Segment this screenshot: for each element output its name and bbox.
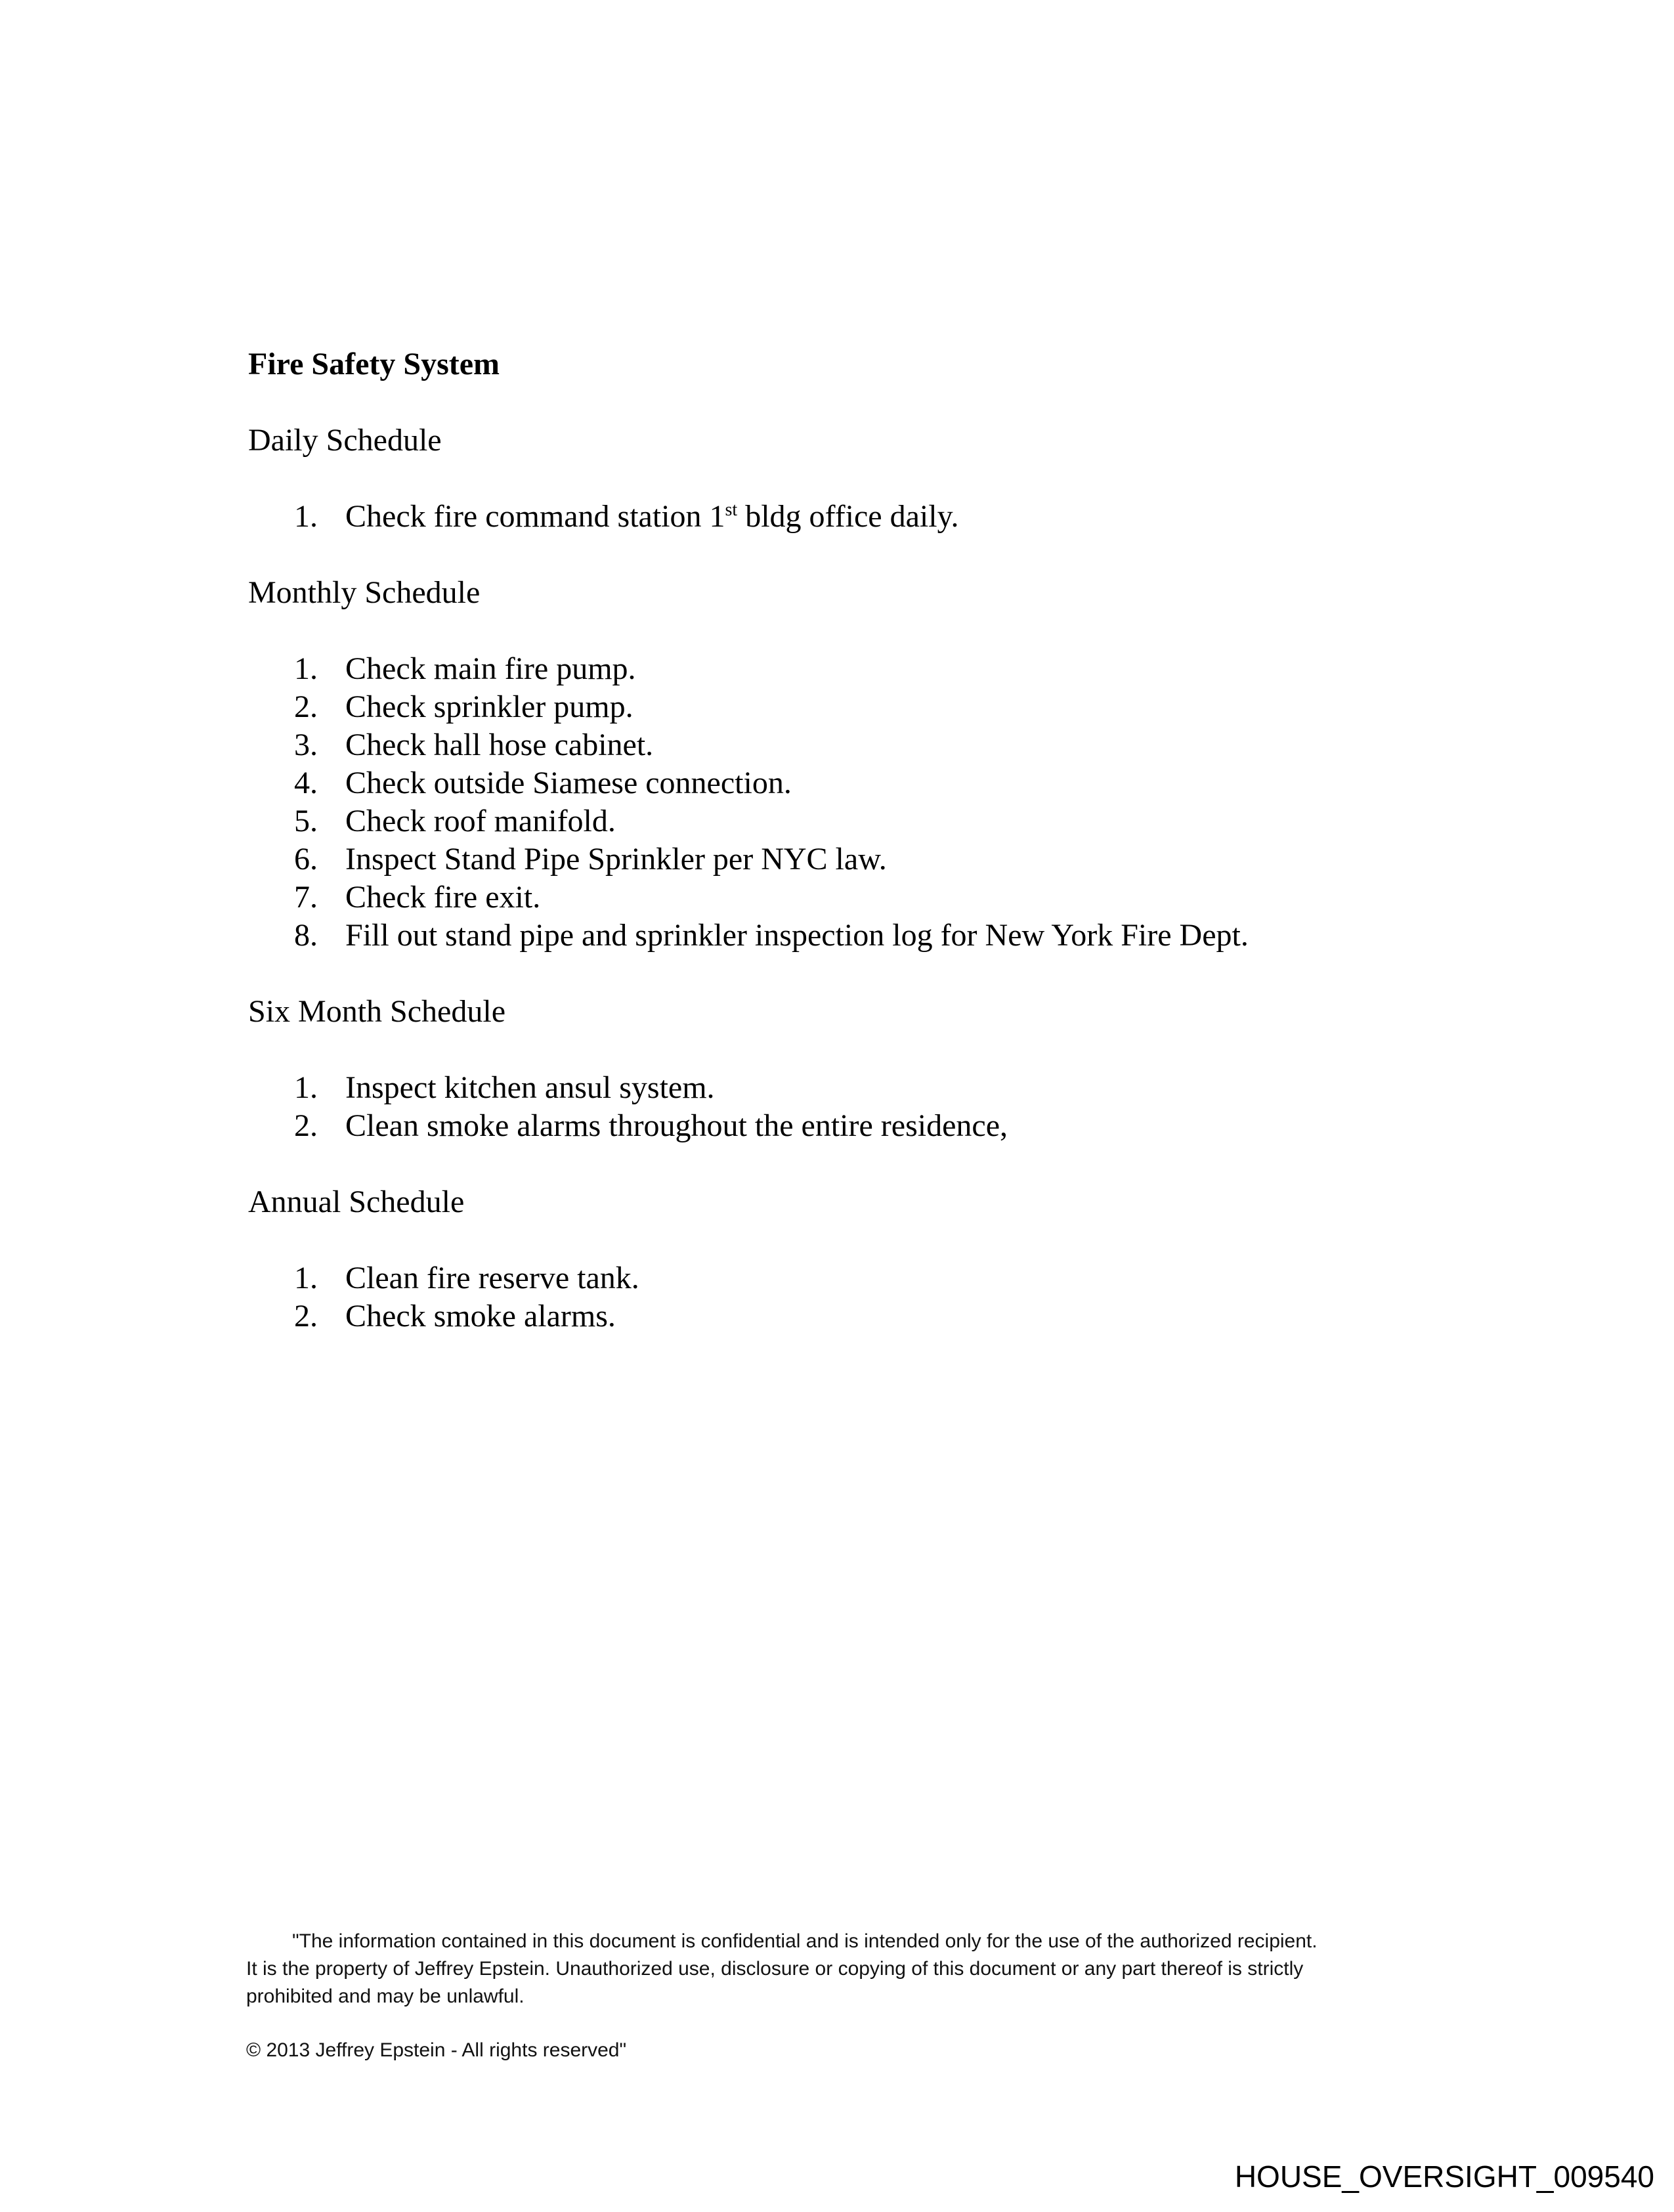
list-item-text: Check fire command station 1 [345, 499, 725, 534]
list-item-text: Check sprinkler pump. [345, 689, 633, 724]
disclaimer-line: "The information contained in this document is confidential and is intended only for the use of the authorized recipient. [292, 1930, 1318, 1952]
section-heading-annual: Annual Schedule [248, 1184, 465, 1219]
list-item [248, 917, 1556, 955]
list-item [248, 840, 1556, 878]
disclaimer-line: It is the property of Jeffrey Epstein. Unauthorized use, disclosure or copying of this document or any part thereof is strictly [246, 1958, 1304, 1980]
list-item [248, 688, 1556, 726]
six-month-schedule-list [248, 1069, 1556, 1145]
list-item [248, 726, 1556, 764]
list-item-text: Check main fire pump. [345, 651, 636, 686]
list-item-text: Inspect Stand Pipe Sprinkler per NYC law. [345, 842, 887, 877]
annual-schedule-list [248, 1259, 1556, 1335]
list-item [248, 802, 1556, 840]
list-item [248, 878, 1556, 917]
copyright-line: © 2013 Jeffrey Epstein - All rights reserved" [246, 2039, 627, 2061]
section-heading-monthly: Monthly Schedule [248, 575, 481, 610]
list-item-text: Check smoke alarms. [345, 1299, 616, 1334]
list-item-text: Clean smoke alarms throughout the entire residence, [345, 1108, 1008, 1143]
list-item-text: Check hall hose cabinet. [345, 727, 654, 762]
list-item [248, 1297, 1556, 1335]
list-item-text: Fill out stand pipe and sprinkler inspection log for New York Fire Dept. [345, 918, 1249, 953]
list-item-text: Clean fire reserve tank. [345, 1261, 639, 1295]
section-heading-daily: Daily Schedule [248, 423, 442, 458]
monthly-schedule-list [248, 650, 1556, 955]
list-item-text: Check roof manifold. [345, 804, 616, 838]
list-item [248, 1259, 1556, 1297]
list-item [248, 498, 1556, 536]
list-item-text: bldg office daily. [737, 499, 959, 534]
list-item [248, 1107, 1556, 1145]
section-heading-six-month: Six Month Schedule [248, 994, 505, 1029]
list-item-text: Inspect kitchen ansul system. [345, 1070, 715, 1105]
document-title: Fire Safety System [248, 347, 500, 381]
disclaimer-line: prohibited and may be unlawful. [246, 1985, 525, 2007]
list-item [248, 764, 1556, 802]
footer-disclaimer [246, 1928, 1415, 2064]
list-item-text: Check fire exit. [345, 880, 541, 915]
list-item-text: Check outside Siamese connection. [345, 766, 792, 800]
ordinal-superscript: st [725, 500, 738, 520]
bates-number: HOUSE_OVERSIGHT_009540 [1234, 2159, 1654, 2194]
daily-schedule-list [248, 498, 1556, 536]
list-item [248, 650, 1556, 688]
list-item [248, 1069, 1556, 1107]
